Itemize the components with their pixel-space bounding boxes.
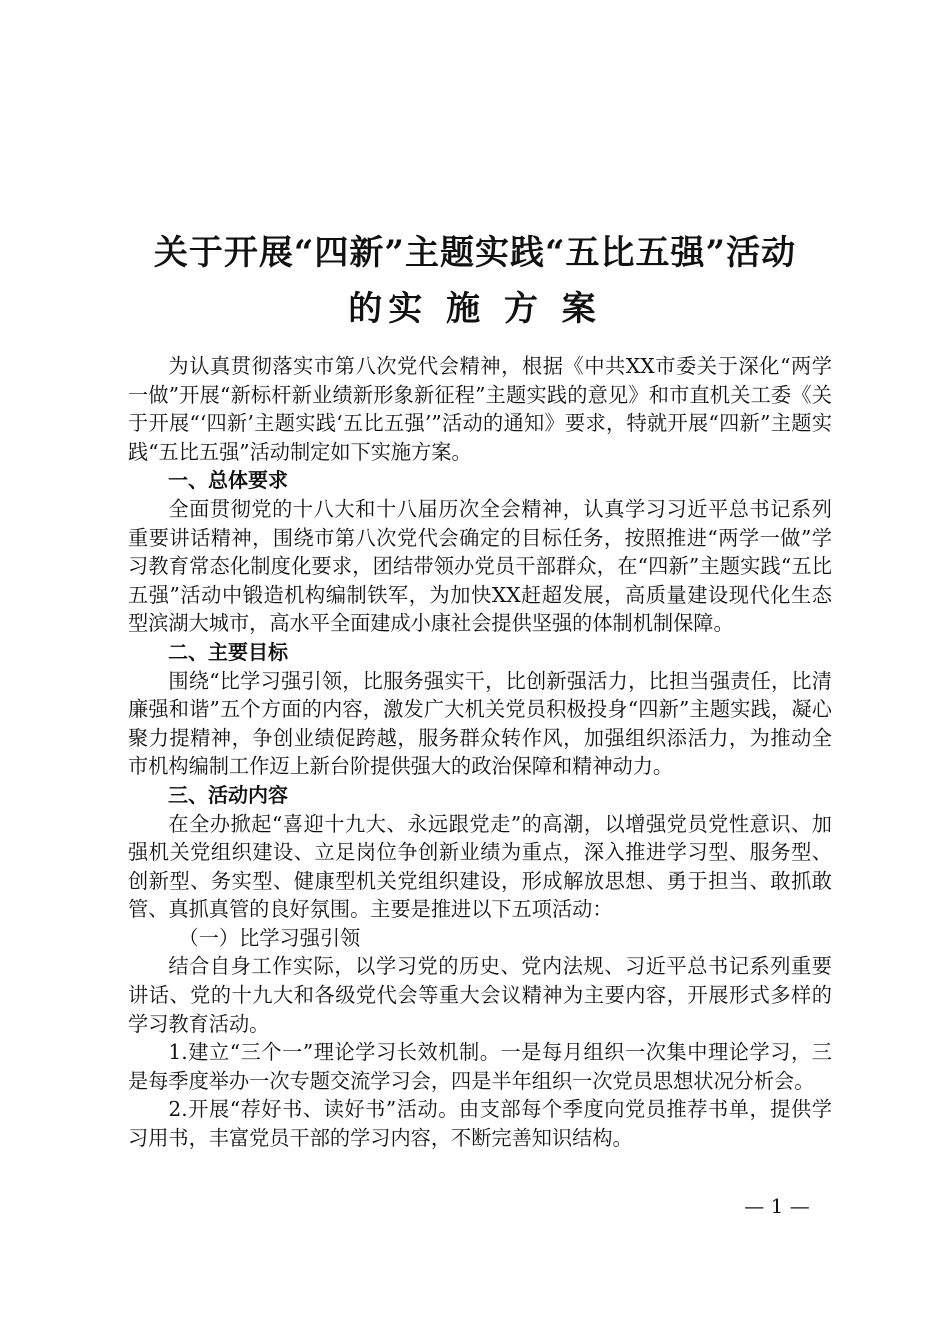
list-item-1: 1.建立“三个一”理论学习长效机制。一是每月组织一次集中理论学习，三是每季度举办一次专题交流学习会，四是半年组织一次党员思想状况分析会。 [128, 1040, 832, 1093]
document-title-line-2: 的实 施 方 案 [348, 289, 602, 329]
subsection-heading: （一）比学习强引领 [178, 925, 361, 950]
section-paragraph-3: 在全办掀起“喜迎十九大、永远跟党走”的高潮，以增强党员党性意识、加强机关党组织建设、立足岗位争创新业绩为重点，深入推进学习型、服务型、创新型、务实型、健康型机关党组织建设，形成解放思想、勇于担当、敢抓敢管、真抓真管的良好氛围。主要是推进以下五项活动： [128, 811, 832, 922]
page-number: — 1 — [744, 1194, 810, 1218]
document-body [128, 352, 832, 1153]
section-heading-1: 一、总体要求 [168, 468, 288, 493]
section-heading-2: 二、主要目标 [168, 639, 288, 664]
intro-paragraph: 为认真贯彻落实市第八次党代会精神，根据《中共XX市委关于深化“两学一做”开展“新标杆新业绩新形象新征程”主题实践的意见》和市直机关工委《关于开展“‘四新’主题实践‘五比五强’”活动的通知》要求，特就开展“四新”主题实践“五比五强”活动制定如下实施方案。 [128, 354, 832, 464]
list-item-2: 2.开展“荐好书、读好书”活动。由支部每个季度向党员推荐书单，提供学习用书，丰富党员干部的学习内容，不断完善知识结构。 [128, 1097, 832, 1151]
document-title-line-1: 关于开展“四新”主题实践“五比五强”活动 [153, 233, 797, 273]
subsection-paragraph: 结合自身工作实际，以学习党的历史、党内法规、习近平总书记系列重要讲话、党的十九大和各级党代会等重大会议精神为主要内容，开展形式多样的学习教育活动。 [128, 954, 832, 1036]
section-paragraph-1: 全面贯彻党的十八大和十八届历次全会精神，认真学习习近平总书记系列重要讲话精神，围绕市第八次党代会确定的目标任务，按照推进“两学一做”学习教育常态化制度化要求，团结带领办党员干部群众，在“四新”主题实践“五比五强”活动中锻造机构编制铁军，为加快XX赶超发展，高质量建设现代化生态型滨湖大城市，高水平全面建成小康社会提供坚强的体制机制保障。 [128, 496, 832, 636]
section-heading-3: 三、活动内容 [168, 782, 288, 807]
section-paragraph-2: 围绕“比学习强引领，比服务强实干，比创新强活力，比担当强责任，比清廉强和谐”五个方面的内容，激发广大机关党员积极投身“四新”主题实践，凝心聚力提精神，争创业绩促跨越，服务群众转作风，加强组织添活力，为推动全市机构编制工作迈上新台阶提供强大的政治保障和精神动力。 [128, 668, 832, 779]
